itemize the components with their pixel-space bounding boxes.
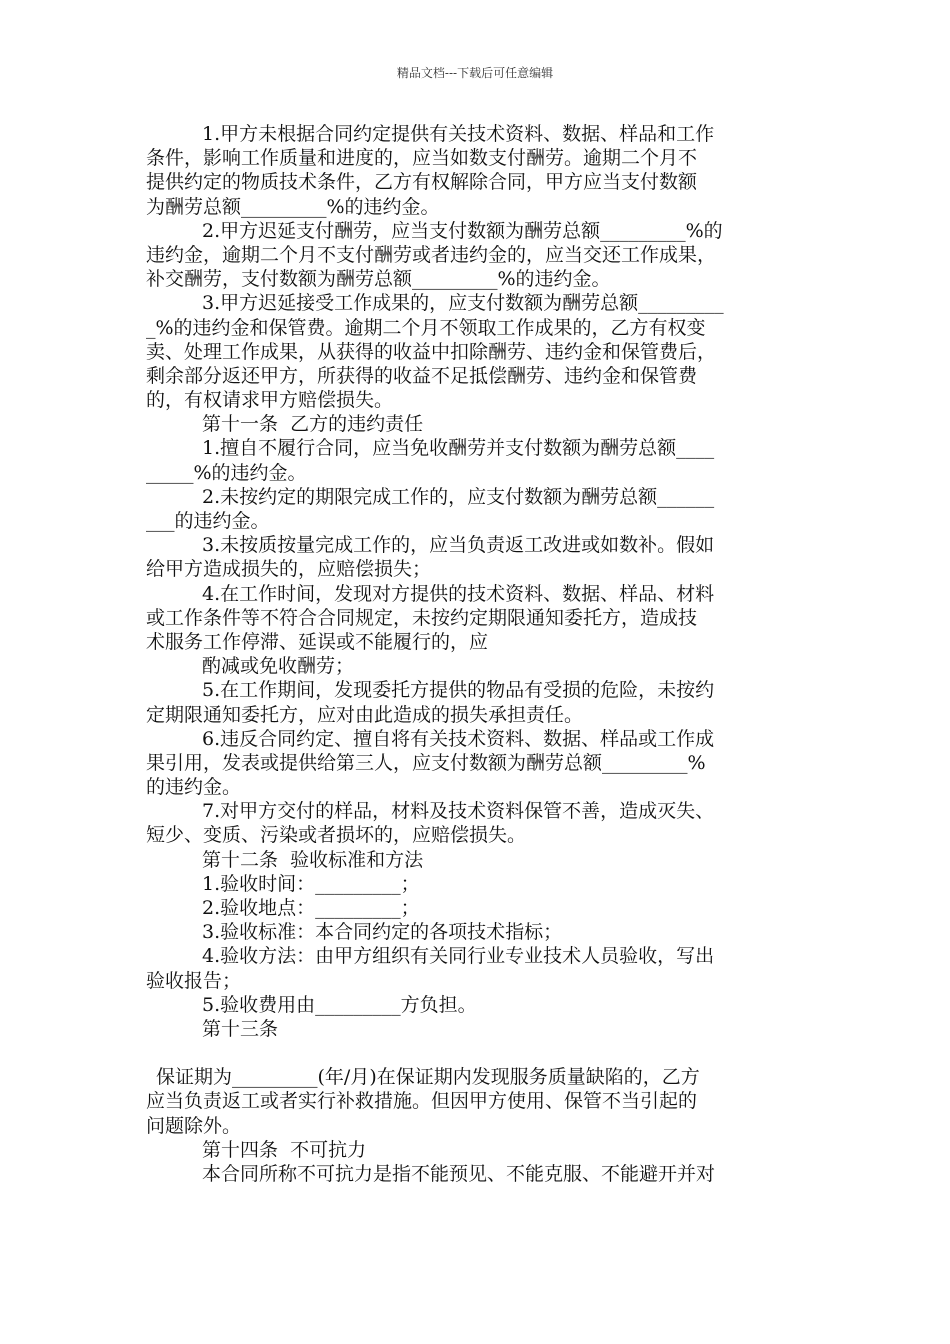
text-line: 卖、处理工作成果，从获得的收益中扣除酬劳、违约金和保管费后， (146, 340, 717, 363)
text-line: 剩余部分返还甲方，所获得的收益不足抵偿酬劳、违约金和保管费 (146, 364, 698, 387)
text-line: 提供约定的物质技术条件，乙方有权解除合同，甲方应当支付数额 (146, 171, 698, 194)
text-line: ___的违约金。 (146, 510, 270, 532)
text-line: 1.甲方未根据合同约定提供有关技术资料、数据、样品和工作 (202, 123, 715, 145)
contract-text-block-2 (146, 1065, 806, 1186)
text-line: 4.在工作时间，发现对方提供的技术资料、数据、样品、材料 (202, 582, 715, 605)
text-line: 保证期为_________(年/月)在保证期内发现服务质量缺陷的，乙方 (156, 1066, 700, 1089)
text-line: 第十一条 乙方的违约责任 (202, 413, 424, 436)
text-line: 第十四条 不可抗力 (202, 1138, 367, 1161)
text-line: 术服务工作停滞、延误或不能履行的，应 (146, 630, 489, 653)
text-line: 第十二条 验收标准和方法 (202, 848, 424, 871)
text-line: 1.擅自不履行合同，应当免收酬劳并支付数额为酬劳总额____ (202, 437, 715, 460)
text-line: 为酬劳总额_________%的违约金。 (146, 195, 440, 218)
text-line: 定期限通知委托方，应对由此造成的损失承担责任。 (146, 703, 584, 726)
text-line: 应当负责返工或者实行补救措施。但因甲方使用、保管不当引起的 (146, 1090, 698, 1113)
text-line: 问题除外。 (146, 1114, 242, 1137)
text-line: 2.甲方迟延支付酬劳，应当支付数额为酬劳总额_________%的 (202, 219, 723, 242)
text-line: 3.甲方迟延接受工作成果的，应支付数额为酬劳总额_________ (202, 292, 724, 315)
text-line: _%的违约金和保管费。逾期二个月不领取工作成果的，乙方有权变 (146, 316, 706, 339)
contract-text-block-1 (146, 122, 806, 1041)
text-line: 验收报告； (146, 969, 242, 992)
text-line: 条件，影响工作质量和进度的，应当如数支付酬劳。逾期二个月不 (146, 147, 698, 170)
text-line: 短少、变质、污染或者损坏的，应赔偿损失。 (146, 824, 527, 847)
paragraph-gap (146, 1041, 806, 1065)
text-line: 的，有权请求甲方赔偿损失。 (146, 389, 394, 412)
page-header: 精品文档---下载后可任意编辑 (396, 66, 554, 80)
text-line: 给甲方造成损失的，应赔偿损失； (146, 558, 432, 581)
text-line: 1.验收时间：_________； (202, 872, 420, 895)
text-line: 果引用，发表或提供给第三人，应支付数额为酬劳总额_________% (146, 751, 706, 774)
text-line: 2.未按约定的期限完成工作的，应支付数额为酬劳总额______ (202, 485, 715, 508)
text-line: 或工作条件等不符合合同规定，未按约定期限通知委托方，造成技 (146, 606, 698, 629)
text-line: 4.验收方法：由甲方组织有关同行业专业技术人员验收，写出 (202, 945, 715, 968)
text-line: 3.验收标准：本合同约定的各项技术指标； (202, 921, 563, 944)
text-line: _____%的违约金。 (146, 461, 307, 484)
text-line: 酌减或免收酬劳； (202, 655, 355, 678)
document-body (146, 122, 806, 1186)
text-line: 违约金，逾期二个月不支付酬劳或者违约金的，应当交还工作成果， (146, 243, 717, 266)
text-line: 2.验收地点：_________； (202, 897, 420, 919)
text-line: 6.违反合同约定、擅自将有关技术资料、数据、样品或工作成 (202, 727, 715, 750)
text-line: 第十三条 (202, 1017, 279, 1040)
text-line: 补交酬劳，支付数额为酬劳总额_________%的违约金。 (146, 268, 611, 291)
text-line: 5.验收费用由_________方负担。 (202, 993, 477, 1016)
text-line: 7.对甲方交付的样品，材料及技术资料保管不善，造成灭失、 (202, 800, 715, 823)
text-line: 5.在工作期间，发现委托方提供的物品有受损的危险，未按约 (202, 679, 715, 702)
text-line: 3.未按质按量完成工作的，应当负责返工改进或如数补。假如 (202, 534, 715, 557)
text-line: 本合同所称不可抗力是指不能预见、不能克服、不能避开并对 (202, 1162, 716, 1185)
text-line: 的违约金。 (146, 776, 242, 799)
